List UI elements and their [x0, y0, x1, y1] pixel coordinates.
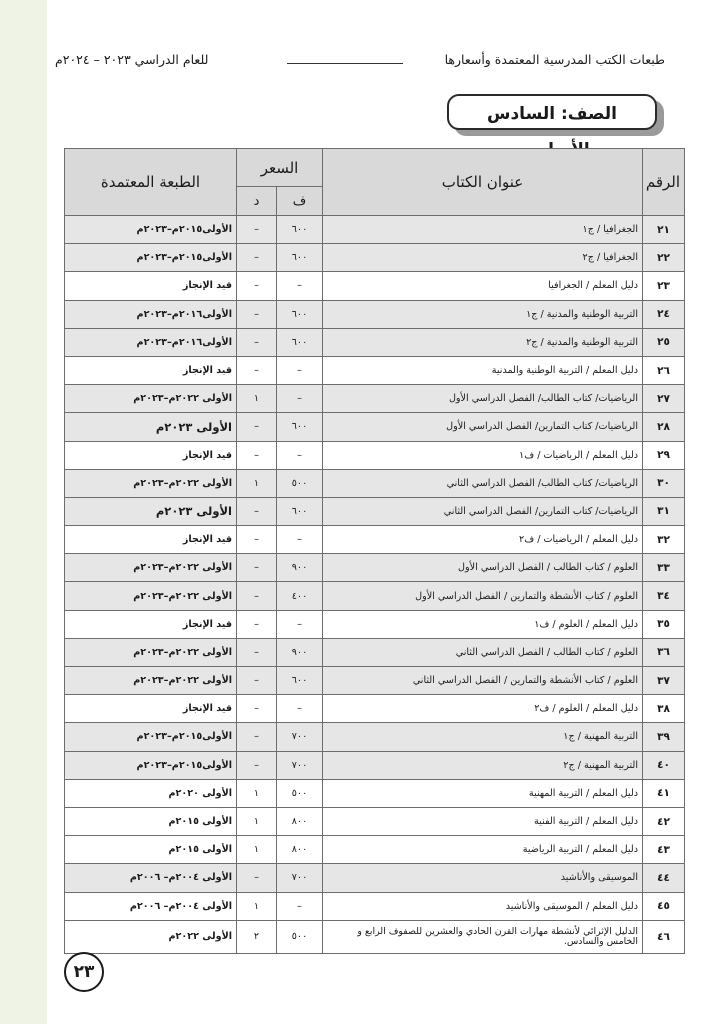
row-edition: قيد الإنجاز [65, 526, 237, 554]
row-book-title: الرياضيات/ كتاب التمارين/ الفصل الدراسي الأول [323, 413, 643, 441]
table-row [65, 920, 685, 953]
row-price-dinar: ١ [237, 807, 277, 835]
table-row [65, 216, 685, 244]
row-book-title: العلوم / كتاب الطالب / الفصل الدراسي الثاني [323, 638, 643, 666]
row-edition: الأولى٢٠١٦م–٢٠٢٣م [65, 300, 237, 328]
row-price-fils: ٥٠٠ [277, 469, 323, 497]
row-book-title: العلوم / كتاب الأنشطة والتمارين / الفصل الدراسي الثاني [323, 667, 643, 695]
row-price-dinar: – [237, 272, 277, 300]
row-price-dinar: – [237, 723, 277, 751]
row-book-title: دليل المعلم / الرياضيات / ف١ [323, 441, 643, 469]
row-price-dinar: – [237, 610, 277, 638]
running-header [55, 50, 665, 72]
row-book-title: دليل المعلم / الرياضيات / ف٢ [323, 526, 643, 554]
table-row [65, 779, 685, 807]
row-price-fils: – [277, 441, 323, 469]
row-book-title: التربية المهنية / ج٢ [323, 751, 643, 779]
row-book-title: الرياضيات/ كتاب الطالب/ الفصل الدراسي الثاني [323, 469, 643, 497]
table-body [65, 216, 685, 954]
row-number: ٢٦ [643, 356, 685, 384]
row-number: ٣٦ [643, 638, 685, 666]
row-book-title: التربية الوطنية والمدنية / ج٢ [323, 328, 643, 356]
row-price-fils: ٦٠٠ [277, 497, 323, 525]
row-price-fils: ٦٠٠ [277, 667, 323, 695]
row-number: ٣٧ [643, 667, 685, 695]
row-price-fils: – [277, 892, 323, 920]
row-edition: الأولى ٢٠٢٢م–٢٠٢٣م [65, 582, 237, 610]
row-book-title: دليل المعلم / التربية الفنية [323, 807, 643, 835]
row-edition: الأولى ٢٠١٥م [65, 807, 237, 835]
table-row [65, 554, 685, 582]
row-book-title: الرياضيات/ كتاب التمارين/ الفصل الدراسي الثاني [323, 497, 643, 525]
row-edition: الأولى ٢٠٢٢م [65, 920, 237, 953]
row-edition: الأولى ٢٠٠٤م– ٢٠٠٦م [65, 892, 237, 920]
row-edition: الأولى ٢٠٢٣م [65, 413, 237, 441]
table-row [65, 469, 685, 497]
row-number: ٣٥ [643, 610, 685, 638]
row-book-title: دليل المعلم / التربية المهنية [323, 779, 643, 807]
row-edition: الأولى ٢٠٠٤م– ٢٠٠٦م [65, 864, 237, 892]
row-book-title: التربية الوطنية والمدنية / ج١ [323, 300, 643, 328]
row-price-fils: ٤٠٠ [277, 582, 323, 610]
row-price-fils: ٧٠٠ [277, 751, 323, 779]
table-row [65, 385, 685, 413]
row-price-dinar: – [237, 441, 277, 469]
table-row [65, 807, 685, 835]
row-price-dinar: – [237, 554, 277, 582]
row-book-title: دليل المعلم / الموسيقى والأناشيد [323, 892, 643, 920]
running-header-rule [287, 63, 403, 64]
header-dinar: د [237, 187, 277, 216]
table-row [65, 695, 685, 723]
row-edition: الأولى ٢٠٢٢م–٢٠٢٣م [65, 638, 237, 666]
row-price-dinar: ١ [237, 892, 277, 920]
table-row [65, 356, 685, 384]
row-price-dinar: – [237, 526, 277, 554]
row-price-dinar: ١ [237, 836, 277, 864]
row-number: ٤١ [643, 779, 685, 807]
row-number: ٤٥ [643, 892, 685, 920]
books-price-table [64, 148, 685, 954]
row-edition: الأولى ٢٠٢٢م–٢٠٢٣م [65, 667, 237, 695]
row-price-fils: ٩٠٠ [277, 638, 323, 666]
row-book-title: التربية المهنية / ج١ [323, 723, 643, 751]
row-price-fils: ٥٠٠ [277, 920, 323, 953]
row-price-dinar: – [237, 667, 277, 695]
row-price-fils: – [277, 385, 323, 413]
row-price-dinar: – [237, 356, 277, 384]
row-price-fils: – [277, 610, 323, 638]
row-book-title: دليل المعلم / العلوم / ف٢ [323, 695, 643, 723]
row-price-dinar: – [237, 497, 277, 525]
row-price-dinar: – [237, 244, 277, 272]
row-price-fils: ٦٠٠ [277, 413, 323, 441]
row-book-title: الرياضيات/ كتاب الطالب/ الفصل الدراسي الأول [323, 385, 643, 413]
row-price-dinar: – [237, 582, 277, 610]
row-book-title: الجغرافيا / ج٢ [323, 244, 643, 272]
row-price-fils: – [277, 272, 323, 300]
table-row [65, 244, 685, 272]
row-price-dinar: – [237, 638, 277, 666]
table-row [65, 328, 685, 356]
row-book-title: دليل المعلم / التربية الرياضية [323, 836, 643, 864]
row-book-title: العلوم / كتاب الطالب / الفصل الدراسي الأول [323, 554, 643, 582]
row-edition: الأولى ٢٠٢٢م–٢٠٢٣م [65, 469, 237, 497]
row-price-fils: ٥٠٠ [277, 779, 323, 807]
table-row [65, 272, 685, 300]
row-number: ٢٢ [643, 244, 685, 272]
table-row [65, 526, 685, 554]
table-row [65, 610, 685, 638]
row-price-fils: – [277, 356, 323, 384]
row-price-dinar: ١ [237, 469, 277, 497]
row-number: ٤٤ [643, 864, 685, 892]
row-price-fils: – [277, 695, 323, 723]
row-price-fils: ٦٠٠ [277, 244, 323, 272]
row-price-dinar: – [237, 413, 277, 441]
row-number: ٤٠ [643, 751, 685, 779]
row-book-title: الدليل الإثرائي لأنشطة مهارات القرن الحادي والعشرين للصفوف الرابع و الخامس والسادس. [323, 920, 643, 953]
grade-title: الصف: السادس [447, 94, 657, 130]
row-edition: الأولى ٢٠١٥م [65, 836, 237, 864]
row-number: ٢٩ [643, 441, 685, 469]
table-row [65, 497, 685, 525]
table-row [65, 864, 685, 892]
row-price-fils: ٨٠٠ [277, 836, 323, 864]
row-edition: قيد الإنجاز [65, 610, 237, 638]
table-row [65, 667, 685, 695]
table-row [65, 300, 685, 328]
row-price-dinar: – [237, 751, 277, 779]
row-price-dinar: ٢ [237, 920, 277, 953]
running-header-year: للعام الدراسي ٢٠٢٣ – ٢٠٢٤م [55, 52, 209, 67]
table-row [65, 723, 685, 751]
header-number: الرقم [643, 149, 685, 216]
row-price-fils: ٨٠٠ [277, 807, 323, 835]
row-price-dinar: – [237, 864, 277, 892]
row-number: ٣٤ [643, 582, 685, 610]
row-edition: الأولى٢٠١٥م–٢٠٢٣م [65, 751, 237, 779]
row-number: ٤٢ [643, 807, 685, 835]
row-price-dinar: – [237, 300, 277, 328]
row-edition: الأولى٢٠١٦م–٢٠٢٣م [65, 328, 237, 356]
row-book-title: دليل المعلم / التربية الوطنية والمدنية [323, 356, 643, 384]
page-number: ٢٣ [64, 952, 104, 992]
row-number: ٢١ [643, 216, 685, 244]
running-header-title: طبعات الكتب المدرسية المعتمدة وأسعارها [444, 52, 665, 67]
header-title: عنوان الكتاب [323, 149, 643, 216]
table-row [65, 413, 685, 441]
row-book-title: دليل المعلم / العلوم / ف١ [323, 610, 643, 638]
header-edition: الطبعة المعتمدة [65, 149, 237, 216]
row-number: ٢٥ [643, 328, 685, 356]
row-price-fils: – [277, 526, 323, 554]
header-price: السعر [237, 149, 323, 187]
row-book-title: دليل المعلم / الجغرافيا [323, 272, 643, 300]
row-edition: قيد الإنجاز [65, 695, 237, 723]
row-price-dinar: – [237, 695, 277, 723]
row-edition: قيد الإنجاز [65, 356, 237, 384]
row-number: ٣٢ [643, 526, 685, 554]
row-number: ٣٩ [643, 723, 685, 751]
row-number: ٢٣ [643, 272, 685, 300]
row-book-title: الجغرافيا / ج١ [323, 216, 643, 244]
row-number: ٤٦ [643, 920, 685, 953]
row-price-dinar: ١ [237, 385, 277, 413]
row-number: ٢٤ [643, 300, 685, 328]
row-edition: الأولى ٢٠٢٢م–٢٠٢٣م [65, 554, 237, 582]
row-edition: الأولى ٢٠٢٣م [65, 497, 237, 525]
row-edition: الأولى ٢٠٢٠م [65, 779, 237, 807]
row-price-dinar: – [237, 216, 277, 244]
row-price-dinar: – [237, 328, 277, 356]
row-edition: الأولى٢٠١٥م–٢٠٢٣م [65, 244, 237, 272]
table-row [65, 751, 685, 779]
table-row [65, 836, 685, 864]
row-number: ٢٨ [643, 413, 685, 441]
row-price-fils: ٧٠٠ [277, 864, 323, 892]
row-price-fils: ٧٠٠ [277, 723, 323, 751]
row-number: ٢٧ [643, 385, 685, 413]
row-price-dinar: ١ [237, 779, 277, 807]
row-price-fils: ٦٠٠ [277, 216, 323, 244]
row-edition: قيد الإنجاز [65, 272, 237, 300]
row-edition: الأولى ٢٠٢٢م–٢٠٢٣م [65, 385, 237, 413]
page-side-strip [0, 0, 47, 1024]
row-price-fils: ٦٠٠ [277, 300, 323, 328]
row-number: ٣٠ [643, 469, 685, 497]
table-row [65, 638, 685, 666]
row-book-title: العلوم / كتاب الأنشطة والتمارين / الفصل الدراسي الأول [323, 582, 643, 610]
row-price-fils: ٦٠٠ [277, 328, 323, 356]
table-row [65, 892, 685, 920]
row-number: ٣٨ [643, 695, 685, 723]
row-edition: الأولى٢٠١٥م–٢٠٢٣م [65, 216, 237, 244]
row-edition: الأولى٢٠١٥م–٢٠٢٣م [65, 723, 237, 751]
row-number: ٣١ [643, 497, 685, 525]
table-row [65, 582, 685, 610]
row-number: ٤٣ [643, 836, 685, 864]
row-number: ٣٣ [643, 554, 685, 582]
row-book-title: الموسيقى والأناشيد [323, 864, 643, 892]
table-row [65, 441, 685, 469]
row-price-fils: ٩٠٠ [277, 554, 323, 582]
header-fils: ف [277, 187, 323, 216]
row-edition: قيد الإنجاز [65, 441, 237, 469]
